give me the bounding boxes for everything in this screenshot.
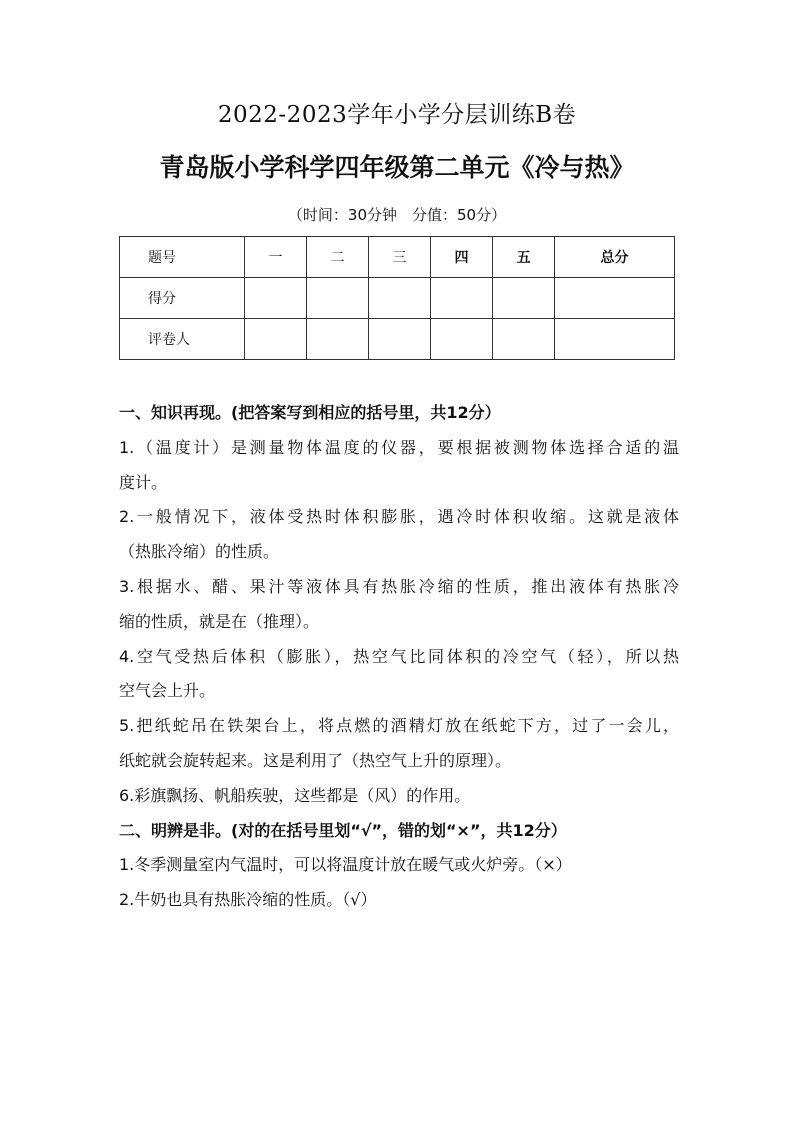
score-table-header-cell: 五 — [493, 237, 555, 278]
grader-cell — [555, 319, 675, 360]
question-line: （热胀冷缩）的性质。 — [119, 542, 280, 562]
question-line: 5.把纸蛇吊在铁架台上，将点燃的酒精灯放在纸蛇下方，过了一会儿， — [119, 716, 679, 736]
score-table-row — [120, 278, 675, 319]
question-line: 空气会上升。 — [119, 681, 216, 701]
grader-cell — [307, 319, 369, 360]
question-line: 3.根据水、醋、果汁等液体具有热胀冷缩的性质，推出液体有热胀冷 — [119, 576, 679, 596]
grader-cell — [369, 319, 431, 360]
score-cell — [245, 278, 307, 319]
score-table-header-cell: 一 — [245, 237, 307, 278]
score-cell — [555, 278, 675, 319]
exam-subtitle: （时间：30分钟 分值：50分） — [287, 206, 507, 224]
score-table-header-cell: 四 — [431, 237, 493, 278]
grader-cell — [431, 319, 493, 360]
exam-title-line1: 2022-2023学年小学分层训练B卷 — [217, 102, 577, 128]
question-line: 1.（温度计）是测量物体温度的仪器，要根据被测物体选择合适的温 — [119, 437, 679, 457]
question-line: 缩的性质，就是在（推理）。 — [119, 611, 320, 631]
score-table — [119, 236, 675, 360]
section1-heading: 一、知识再现。(把答案写到相应的括号里，共12分） — [119, 403, 501, 422]
exam-title-line2: 青岛版小学科学四年级第二单元《冷与热》 — [159, 153, 635, 182]
question-line: 2.一般情况下，液体受热时体积膨胀，遇冷时体积收缩。这就是液体 — [119, 507, 679, 527]
score-table-header-cell: 总分 — [555, 237, 675, 278]
exam-content — [119, 396, 679, 918]
score-cell — [307, 278, 369, 319]
grader-cell — [245, 319, 307, 360]
question-line: 纸蛇就会旋转起来。这是利用了（热空气上升的原理）。 — [119, 750, 512, 770]
score-table-header-cell: 题号 — [120, 237, 245, 278]
score-cell — [493, 278, 555, 319]
grader-cell — [493, 319, 555, 360]
score-table-row-label: 得分 — [120, 278, 245, 319]
score-cell — [431, 278, 493, 319]
score-table-row-label: 评卷人 — [120, 319, 245, 360]
question-line: 1.冬季测量室内气温时，可以将温度计放在暖气或火炉旁。（×） — [119, 855, 572, 875]
score-table-header-cell: 三 — [369, 237, 431, 278]
score-table-header-cell: 二 — [307, 237, 369, 278]
score-table-header-row — [120, 237, 675, 278]
question-line: 6.彩旗飘扬、帆船疾驶，这些都是（风）的作用。 — [119, 785, 471, 805]
question-line: 4.空气受热后体积（膨胀），热空气比同体积的冷空气（轻），所以热 — [119, 646, 679, 666]
question-line: 2.牛奶也具有热胀冷缩的性质。（√） — [119, 890, 377, 910]
section2-heading: 二、明辨是非。(对的在括号里划“√”，错的划“×”，共12分） — [119, 820, 567, 840]
score-table-row — [120, 319, 675, 360]
question-line: 度计。 — [119, 472, 168, 492]
score-cell — [369, 278, 431, 319]
